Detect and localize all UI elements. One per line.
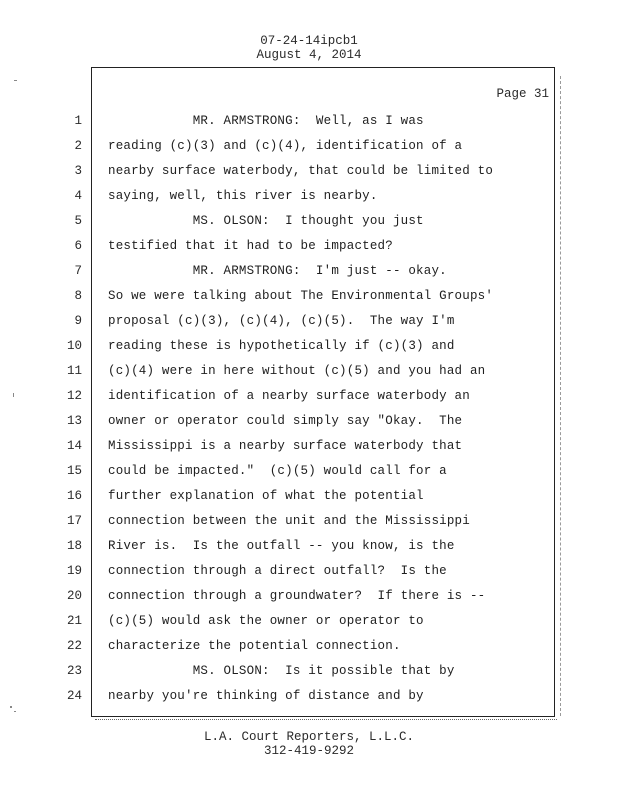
transcript-line: MR. ARMSTRONG: I'm just -- okay. <box>108 264 447 278</box>
scan-speck <box>13 393 14 397</box>
transcript-line: saying, well, this river is nearby. <box>108 189 378 203</box>
line-number: 18 <box>66 539 82 553</box>
transcript-line: connection through a groundwater? If there is -- <box>108 589 486 603</box>
transcript-line: nearby you're thinking of distance and by <box>108 689 424 703</box>
scan-speck <box>14 80 17 81</box>
line-number: 17 <box>66 514 82 528</box>
transcript-line: So we were talking about The Environmental Groups' <box>108 289 494 303</box>
line-number: 16 <box>66 489 82 503</box>
transcript-line: MR. ARMSTRONG: Well, as I was <box>108 114 424 128</box>
transcript-line: nearby surface waterbody, that could be limited to <box>108 164 494 178</box>
line-number: 3 <box>74 164 82 178</box>
transcript-line: MS. OLSON: I thought you just <box>108 214 424 228</box>
reporter-company: L.A. Court Reporters, L.L.C. <box>203 730 415 744</box>
line-number: 7 <box>74 264 82 278</box>
line-number: 22 <box>66 639 82 653</box>
scan-speck <box>10 706 12 708</box>
transcript-line: identification of a nearby surface waterbody an <box>108 389 470 403</box>
transcript-line: connection through a direct outfall? Is the <box>108 564 447 578</box>
line-number: 4 <box>74 189 82 203</box>
transcript-line: testified that it had to be impacted? <box>108 239 393 253</box>
line-number: 21 <box>66 614 82 628</box>
line-number: 2 <box>74 139 82 153</box>
page-number: Page 31 <box>496 87 549 101</box>
transcript-line: Mississippi is a nearby surface waterbody that <box>108 439 463 453</box>
transcript-line: characterize the potential connection. <box>108 639 401 653</box>
line-number: 6 <box>74 239 82 253</box>
transcript-line: MS. OLSON: Is it possible that by <box>108 664 455 678</box>
line-number: 5 <box>74 214 82 228</box>
line-number: 1 <box>74 114 82 128</box>
line-number: 14 <box>66 439 82 453</box>
date-header: August 4, 2014 <box>256 48 362 62</box>
transcript-line: (c)(5) would ask the owner or operator to <box>108 614 424 628</box>
transcript-line: (c)(4) were in here without (c)(5) and you had an <box>108 364 486 378</box>
line-number: 9 <box>74 314 82 328</box>
line-number: 11 <box>66 364 82 378</box>
line-number: 10 <box>66 339 82 353</box>
line-number: 19 <box>66 564 82 578</box>
line-number: 24 <box>66 689 82 703</box>
line-number: 23 <box>66 664 82 678</box>
reporter-phone: 312-419-9292 <box>263 744 354 758</box>
line-number: 8 <box>74 289 82 303</box>
transcript-line: could be impacted." (c)(5) would call for a <box>108 464 447 478</box>
transcript-line: reading these is hypothetically if (c)(3) and <box>108 339 455 353</box>
scan-speck <box>14 711 16 712</box>
line-number: 13 <box>66 414 82 428</box>
line-number: 15 <box>66 464 82 478</box>
line-number: 20 <box>66 589 82 603</box>
file-header: 07-24-14ipcb1 <box>260 34 358 48</box>
transcript-line: owner or operator could simply say "Okay. The <box>108 414 463 428</box>
line-number: 12 <box>66 389 82 403</box>
transcript-line: reading (c)(3) and (c)(4), identification of a <box>108 139 463 153</box>
transcript-line: further explanation of what the potential <box>108 489 424 503</box>
transcript-line: proposal (c)(3), (c)(4), (c)(5). The way I'm <box>108 314 455 328</box>
transcript-line: River is. Is the outfall -- you know, is the <box>108 539 455 553</box>
right-margin-rule <box>560 76 561 716</box>
frame-bottom-edge <box>95 716 557 720</box>
transcript-line: connection between the unit and the Mississippi <box>108 514 470 528</box>
